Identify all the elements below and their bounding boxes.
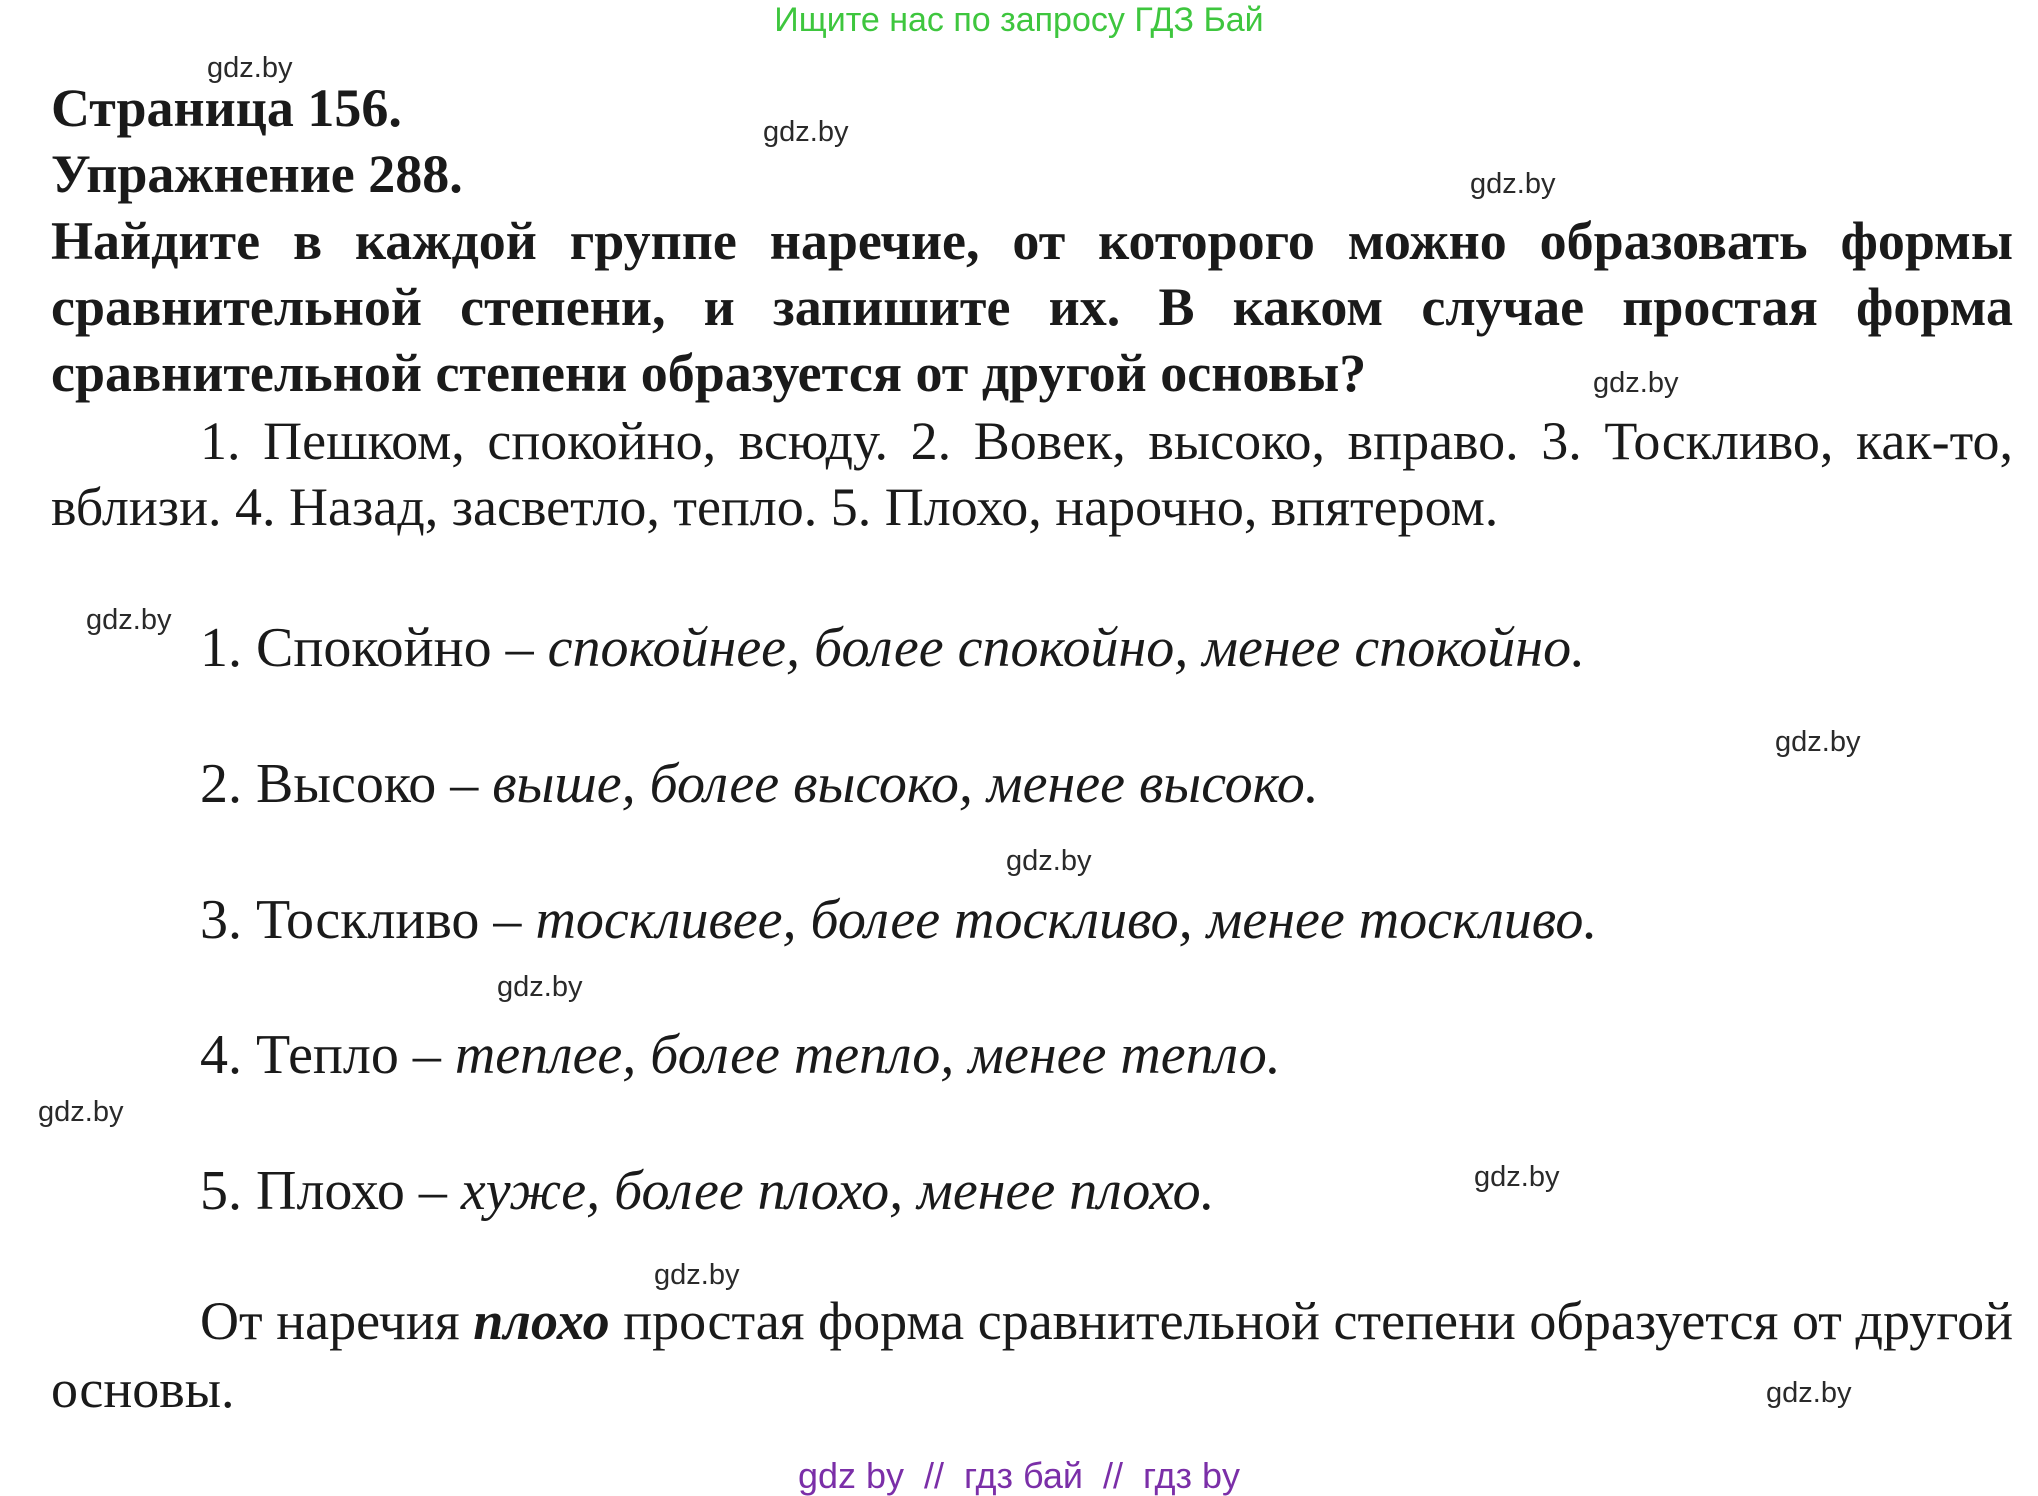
answer-form: хуже , более плохо, менее плохо. bbox=[461, 1160, 1215, 1222]
watermark: gdz.by bbox=[38, 1096, 124, 1128]
answer-lead: 5. Плохо – bbox=[200, 1160, 461, 1222]
answer-lead: 4. Тепло – bbox=[200, 1024, 455, 1086]
exercise-heading: Упражнение 288. bbox=[51, 144, 463, 204]
answer-line-3 bbox=[200, 888, 1597, 952]
conclusion-keyword: плохо bbox=[473, 1291, 610, 1351]
footer-links: gdz by // гдз бай // гдз by bbox=[797, 1455, 1241, 1496]
ending-mark: е bbox=[597, 752, 622, 816]
ending-mark: ее bbox=[573, 1023, 623, 1087]
watermark: gdz.by bbox=[654, 1259, 740, 1291]
answer-form: спокойнее , более спокойно, менее спокойно. bbox=[548, 617, 1585, 679]
answer-line-5 bbox=[200, 1159, 1215, 1223]
answer-line-4 bbox=[200, 1023, 1281, 1087]
ending-mark: ее bbox=[736, 616, 786, 680]
answer-form: выше , более высоко, менее высоко. bbox=[492, 753, 1319, 815]
answer-form: теплее , более тепло, менее тепло. bbox=[455, 1024, 1281, 1086]
page-number-heading: Страница 156. bbox=[51, 78, 402, 138]
watermark: gdz.by bbox=[763, 116, 849, 148]
answer-line-1 bbox=[200, 616, 1585, 680]
answer-line-2 bbox=[200, 752, 1319, 816]
conclusion-after: простая форма сравнительной степени образуется от другой основы. bbox=[51, 1291, 2013, 1419]
watermark: gdz.by bbox=[1766, 1377, 1852, 1409]
watermark: gdz.by bbox=[1593, 367, 1679, 399]
watermark: gdz.by bbox=[1775, 726, 1861, 758]
ending-mark: вее bbox=[708, 888, 782, 952]
answer-lead: 3. Тоскливо – bbox=[200, 889, 536, 951]
watermark: gdz.by bbox=[497, 971, 583, 1003]
top-banner: Ищите нас по запросу ГДЗ Бай bbox=[774, 1, 1264, 39]
ending-mark: е bbox=[561, 1159, 586, 1223]
answer-lead: 1. Спокойно – bbox=[200, 617, 548, 679]
watermark: gdz.by bbox=[1006, 845, 1092, 877]
watermark: gdz.by bbox=[1470, 168, 1556, 200]
watermark: gdz.by bbox=[86, 604, 172, 636]
conclusion-before: От наречия bbox=[200, 1291, 474, 1351]
task-text: Найдите в каждой группе наречие, от которого можно образовать формы сравнительной степени, и запишите их. В каком случае простая форма сравнительной степени образуется от другой основы? bbox=[51, 211, 2013, 403]
watermark: gdz.by bbox=[1474, 1161, 1560, 1193]
answer-lead: 2. Высоко – bbox=[200, 753, 493, 815]
exercise-sentences: 1. Пешком, спокойно, всюду. 2. Вовек, высоко, вправо. 3. Тоскливо, как-то, вблизи. 4. Назад, засветло, тепло. 5. Плохо, нарочно, впятером. bbox=[51, 411, 2013, 537]
answer-form: тоскливее , более тоскливо, менее тоскливо. bbox=[535, 889, 1597, 951]
watermark: gdz.by bbox=[207, 52, 293, 84]
conclusion-text bbox=[51, 1287, 2013, 1423]
